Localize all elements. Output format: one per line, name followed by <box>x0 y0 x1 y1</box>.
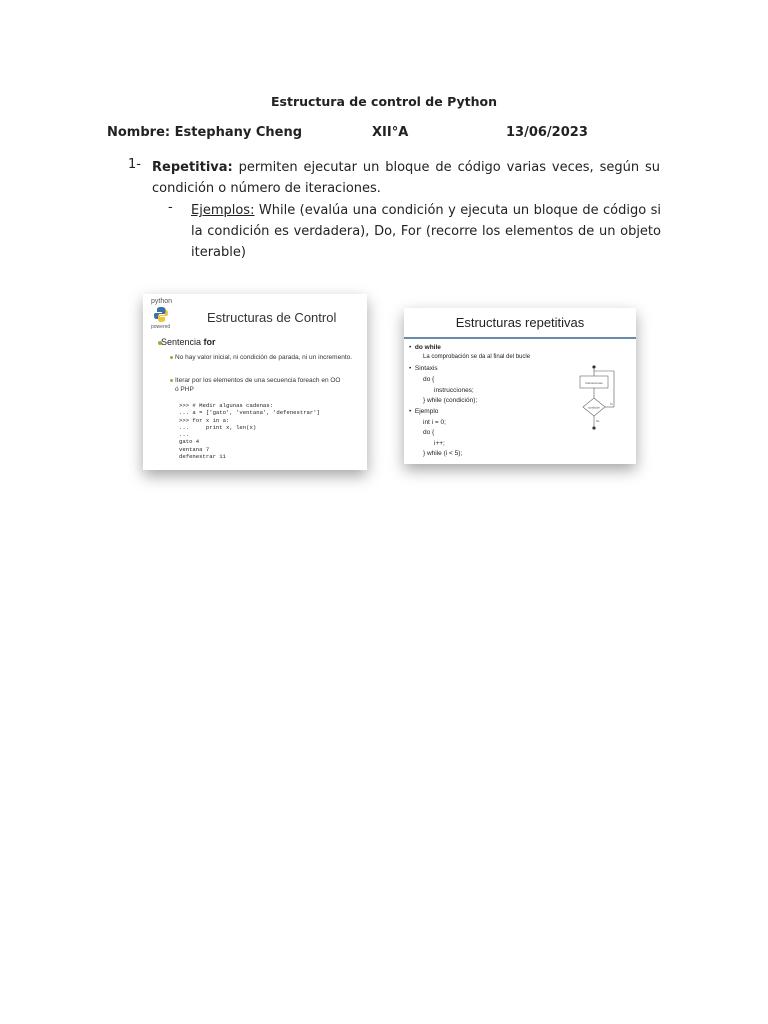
code-line: ... <box>179 431 190 439</box>
code-block <box>179 402 320 460</box>
heading-prefix: Sentencia <box>161 337 204 347</box>
student-name: Nombre: Estephany Cheng <box>107 125 303 140</box>
code-line: gato 4 <box>179 438 200 446</box>
code-line: ventana 7 <box>179 445 210 453</box>
slide1-bullet1: No hay valor inicial, ni condición de parada, ni un incremento. <box>175 354 353 361</box>
document-date: 13/06/2023 <box>506 125 588 140</box>
flow-box-label: instrucciones <box>585 381 603 385</box>
slide2-title-rule <box>404 337 636 339</box>
bullet-icon <box>170 356 173 359</box>
heading-keyword: for <box>203 337 216 347</box>
document-title: Estructura de control de Python <box>271 94 497 109</box>
example-label: Ejemplo <box>414 408 439 415</box>
sub-label: Ejemplos: <box>191 203 255 218</box>
example-line: i++; <box>434 440 445 447</box>
sub-paragraph <box>191 200 661 263</box>
bullet-do-while: • do while <box>409 344 441 351</box>
code-line: >>> # Medir algunas cadenas: <box>179 402 273 409</box>
sub-text: While (evalúa una condición y ejecuta un bloque de código si la condición es verdadera), Do, For (recorre los elementos de un objeto iterable) <box>191 203 661 260</box>
code-line: ... a = ['gato', 'ventana', 'defenestrar'] <box>179 409 320 417</box>
bullet-example: • Ejemplo <box>409 408 439 415</box>
slide-structures-control <box>143 294 367 470</box>
bullet-icon <box>170 379 173 382</box>
python-logo-subtext: powered <box>151 324 171 330</box>
code-line: >>> for x in a: <box>179 416 230 424</box>
flow-no-label: No <box>596 420 600 423</box>
code-line: ... print x, len(x) <box>179 423 257 431</box>
example-line: do { <box>423 429 435 436</box>
item-term: Repetitiva: <box>152 160 233 175</box>
example-line: int i = 0; <box>423 419 446 426</box>
slide1-heading <box>161 337 216 347</box>
do-while-description: La comprobación se da al final del bucle <box>423 354 531 360</box>
do-while-label: do while <box>414 344 441 351</box>
slide2-title: Estructuras repetitivas <box>455 315 585 330</box>
slide1-bullet2: Iterar por los elementos de una secuencia foreach en OO ó PHP <box>175 377 341 393</box>
syntax-line: do { <box>423 376 435 383</box>
python-logo-text: python <box>151 298 173 305</box>
syntax-line: instrucciones; <box>434 387 474 394</box>
example-line: } while (i < 5); <box>423 450 463 457</box>
sub-dash: - <box>168 200 173 215</box>
flowchart-diagram <box>572 362 628 434</box>
code-line: defenestrar 11 <box>179 453 226 461</box>
syntax-label: Sintaxis <box>414 365 438 372</box>
python-logo-icon <box>153 306 169 323</box>
bullet-syntax: • Sintaxis <box>409 365 438 372</box>
item-number: 1- <box>128 157 141 172</box>
syntax-line: } while (condición); <box>423 397 478 404</box>
slide-structures-repetitive <box>404 308 636 464</box>
flow-yes-label: Sí <box>610 403 613 406</box>
student-group: XII°A <box>372 125 409 140</box>
item-paragraph <box>152 157 660 199</box>
slide1-title: Estructuras de Control <box>207 310 337 325</box>
flow-diamond-label: condición <box>588 405 600 410</box>
item-text: permiten ejecutar un bloque de código varias veces, según su condición o número de iteraciones. <box>152 160 660 196</box>
